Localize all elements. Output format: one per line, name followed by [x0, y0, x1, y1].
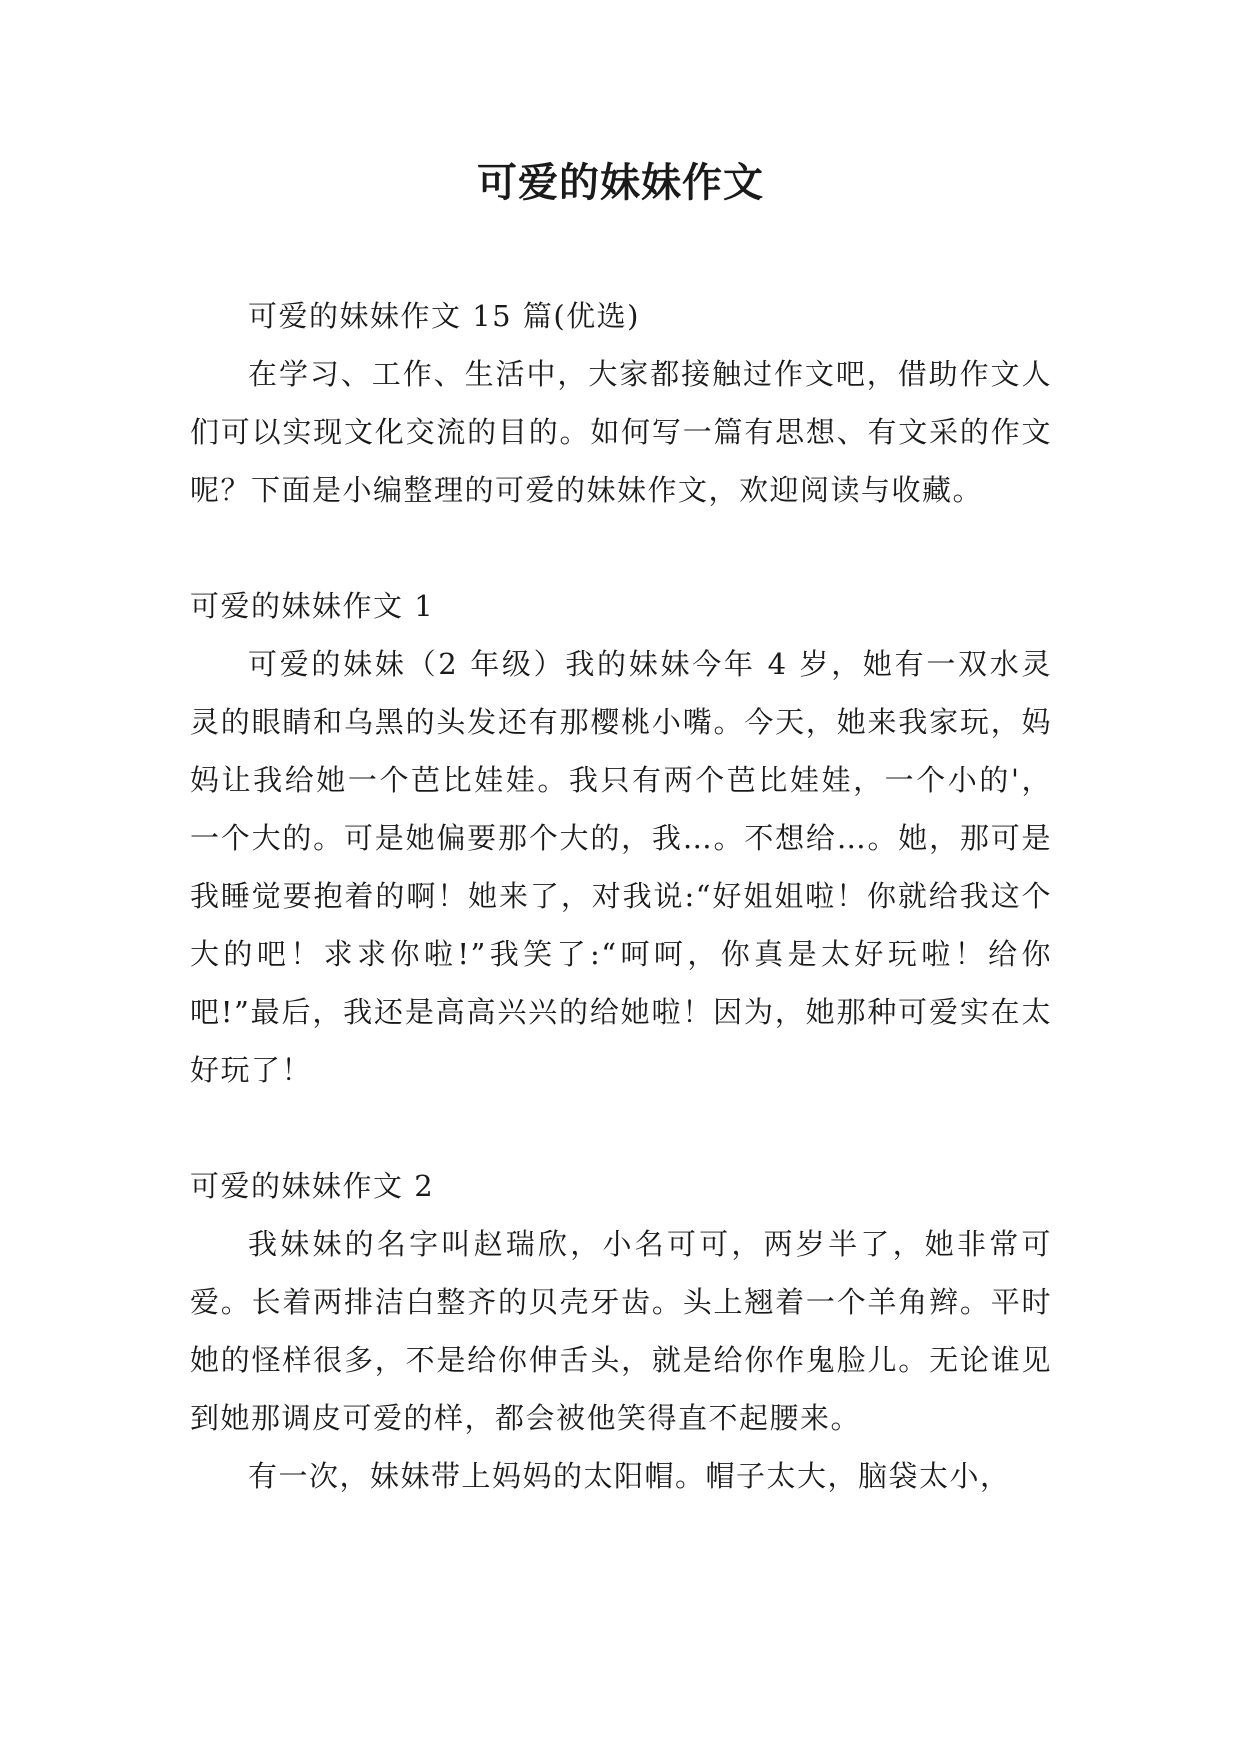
- section-2-paragraph-1: 我妹妹的名字叫赵瑞欣，小名可可，两岁半了，她非常可爱。长着两排洁白整齐的贝壳牙齿。头上翘着一个羊角辫。平时她的怪样很多，不是给你伸舌头，就是给你作鬼脸儿。无论谁见到她那调皮可爱的样，都会被他笑得直不起腰来。: [190, 1227, 1052, 1435]
- document-subtitle: 可爱的妹妹作文 15 篇(优选): [248, 299, 640, 333]
- section-heading-2: 可爱的妹妹作文 2: [190, 1169, 435, 1203]
- intro-paragraph: 在学习、工作、生活中，大家都接触过作文吧，借助作文人们可以实现文化交流的目的。如何写一篇有思想、有文采的作文呢？下面是小编整理的可爱的妹妹作文，欢迎阅读与收藏。: [190, 357, 1052, 507]
- document-title: 可爱的妹妹作文: [477, 159, 764, 206]
- section-2-paragraph-2: 有一次，妹妹带上妈妈的太阳帽。帽子太大，脑袋太小，: [248, 1459, 1011, 1493]
- section-heading-1: 可爱的妹妹作文 1: [190, 589, 435, 623]
- document-body: [190, 287, 1052, 1505]
- section-1-paragraph-1: 可爱的妹妹（2 年级）我的妹妹今年 4 岁，她有一双水灵灵的眼睛和乌黑的头发还有那樱桃小嘴。今天，她来我家玩，妈妈让我给她一个芭比娃娃。我只有两个芭比娃娃，一个小的'，一个大的。可是她偏要那个大的，我…。不想给…。她，那可是我睡觉要抱着的啊！她来了，对我说:“好姐姐啦！你就给我这个大的吧！求求你啦!”我笑了:“呵呵，你真是太好玩啦！给你吧!”最后，我还是高高兴兴的给她啦！因为，她那种可爱实在太好玩了！: [190, 647, 1052, 1087]
